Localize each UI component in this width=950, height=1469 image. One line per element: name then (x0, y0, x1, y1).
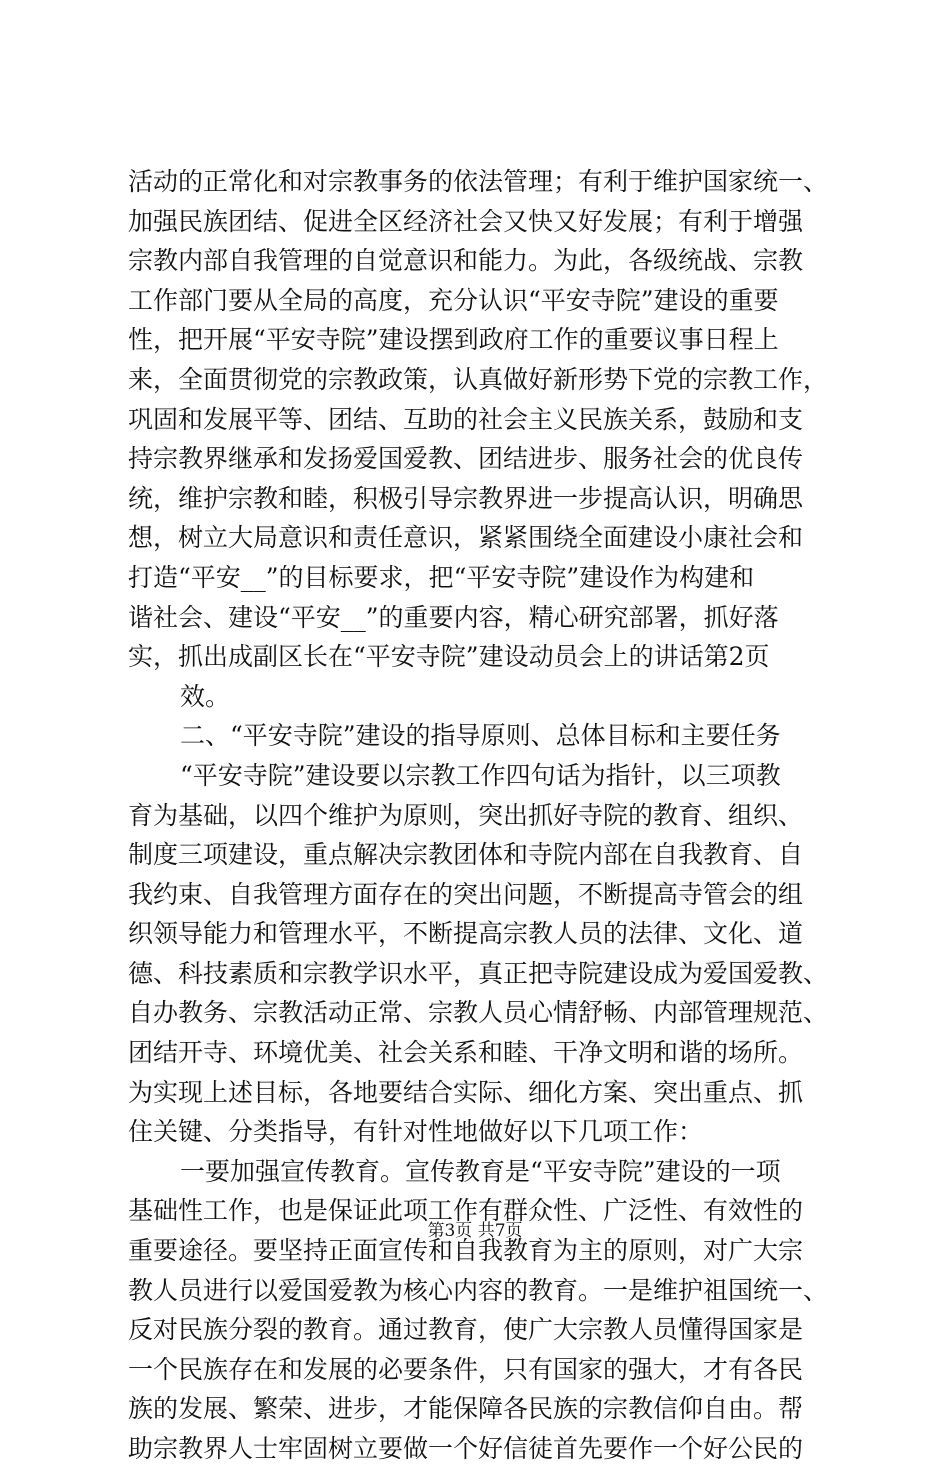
text-line: 教人员进行以爱国爱教为核心内容的教育。一是维护祖国统一、 (128, 1275, 829, 1305)
text-line: 反对民族分裂的教育。通过教育，使广大宗教人员懂得国家是 (128, 1315, 804, 1345)
text-line: 织领导能力和管理水平，不断提高宗教人员的法律、文化、道 (128, 919, 804, 949)
text-line: 制度三项建设，重点解决宗教团体和寺院内部在自我教育、自 (128, 840, 804, 870)
text-line: 效。 (180, 681, 231, 711)
text-line: 统，维护宗教和睦，积极引导宗教界进一步提高认识，明确思 (128, 483, 804, 513)
text-line: 一要加强宣传教育。宣传教育是“平安寺院”建设的一项 (180, 1156, 781, 1186)
text-line: 基础性工作，也是保证此项工作有群众性、广泛性、有效性的 (128, 1196, 804, 1226)
text-line: 实，抓出成副区长在“平安寺院”建设动员会上的讲话第2页 (128, 642, 770, 672)
text-line: 德、科技素质和宗教学识水平，真正把寺院建设成为爱国爱教、 (128, 958, 829, 988)
text-line: 住关键、分类指导，有针对性地做好以下几项工作： (128, 1117, 704, 1147)
text-line: 族的发展、繁荣、进步，才能保障各民族的宗教信仰自由。帮 (128, 1394, 804, 1424)
text-line: 宗教内部自我管理的自觉意识和能力。为此，各级统战、宗教 (128, 246, 804, 276)
text-line: 加强民族团结、促进全区经济社会又快又好发展；有利于增强 (128, 206, 804, 236)
section-heading: 二、“平安寺院”建设的指导原则、总体目标和主要任务 (180, 721, 781, 751)
text-line: 来，全面贯彻党的宗教政策，认真做好新形势下党的宗教工作， (128, 364, 829, 394)
text-line: 谐社会、建设“平安__”的重要内容，精心研究部署，抓好落 (128, 602, 779, 632)
page-footer: 第3页 共7页 (427, 1221, 523, 1241)
body-text (128, 162, 828, 1469)
text-line: 我约束、自我管理方面存在的突出问题，不断提高寺管会的组 (128, 879, 804, 909)
text-line: 打造“平安__”的目标要求，把“平安寺院”建设作为构建和 (128, 562, 755, 592)
text-line: 助宗教界人士牢固树立要做一个好信徒首先要作一个好公民的 (128, 1434, 804, 1463)
text-line: 工作部门要从全局的高度，充分认识“平安寺院”建设的重要 (128, 285, 779, 315)
text-line: “平安寺院”建设要以宗教工作四句话为指针，以三项教 (180, 760, 781, 790)
text-line: 育为基础，以四个维护为原则，突出抓好寺院的教育、组织、 (128, 800, 804, 830)
text-line: 为实现上述目标，各地要结合实际、细化方案、突出重点、抓 (128, 1077, 804, 1107)
text-line: 持宗教界继承和发扬爱国爱教、团结进步、服务社会的优良传 (128, 444, 804, 474)
text-line: 活动的正常化和对宗教事务的依法管理；有利于维护国家统一、 (128, 167, 829, 196)
text-line: 想，树立大局意识和责任意识，紧紧围绕全面建设小康社会和 (128, 523, 804, 553)
text-line: 性，把开展“平安寺院”建设摆到政府工作的重要议事日程上 (128, 325, 779, 355)
text-line: 一个民族存在和发展的必要条件，只有国家的强大，才有各民 (128, 1354, 804, 1384)
text-line: 自办教务、宗教活动正常、宗教人员心情舒畅、内部管理规范、 (128, 998, 829, 1028)
text-line: 巩固和发展平等、团结、互助的社会主义民族关系，鼓励和支 (128, 404, 804, 434)
text-line: 重要途径。要坚持正面宣传和自我教育为主的原则，对广大宗 (128, 1236, 804, 1266)
text-line: 团结开寺、环境优美、社会关系和睦、干净文明和谐的场所。 (128, 1038, 804, 1068)
